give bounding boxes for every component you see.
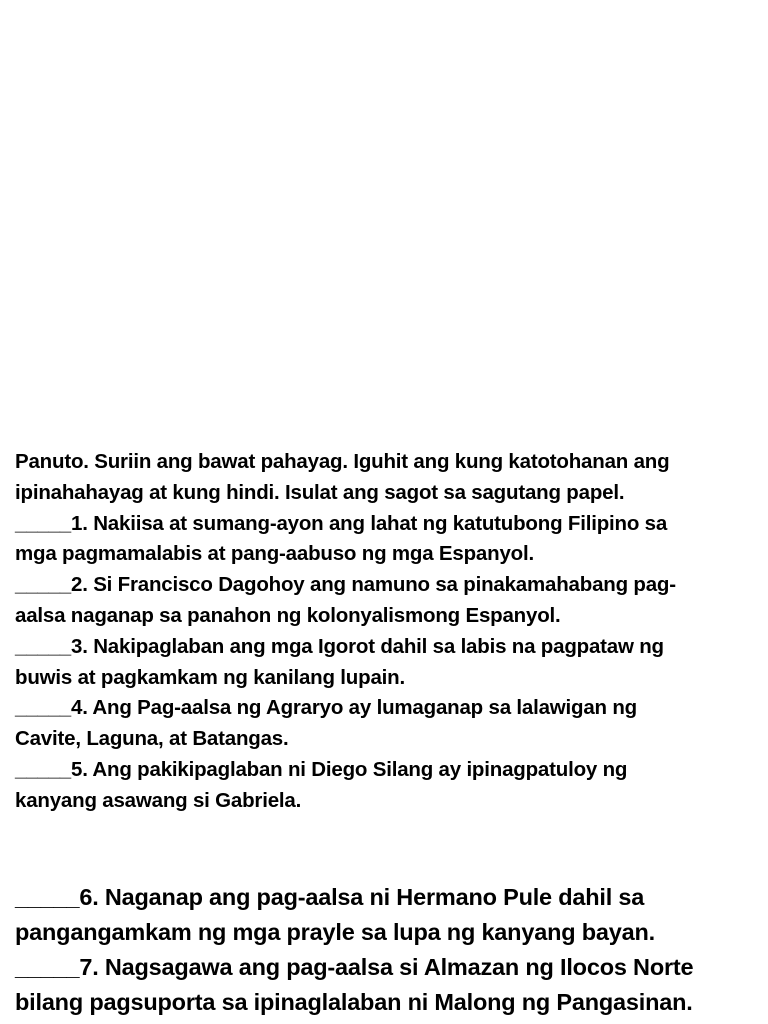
item-5-line-1: _____5. Ang pakikipaglaban ni Diego Silang ay ipinagpatuloy ng bbox=[15, 757, 628, 781]
item-4-line-1: _____4. Ang Pag-aalsa ng Agraryo ay lumaganap sa lalawigan ng bbox=[15, 696, 638, 720]
item-7-line-1: _____7. Nagsagawa ang pag-aalsa si Almazan ng Ilocos Norte bbox=[15, 954, 694, 980]
item-7-line-2: bilang pagsuporta sa ipinaglalaban ni Malong ng Pangasinan. bbox=[15, 989, 693, 1015]
instructions-line-1: Panuto. Suriin ang bawat pahayag. Iguhit ang kung katotohanan ang bbox=[15, 450, 670, 473]
item-4-line-2: Cavite, Laguna, at Batangas. bbox=[15, 727, 289, 751]
item-3-line-2: buwis at pagkamkam ng kanilang lupain. bbox=[15, 665, 405, 689]
item-2-line-2: aalsa naganap sa panahon ng kolonyalismong Espanyol. bbox=[15, 603, 561, 627]
quiz-section-2 bbox=[15, 880, 765, 1020]
item-1-line-2: mga pagmamalabis at pang-aabuso ng mga Espanyol. bbox=[15, 542, 534, 566]
item-5-line-2: kanyang asawang si Gabriela. bbox=[15, 788, 302, 812]
item-6-line-2: pangangamkam ng mga prayle sa lupa ng kanyang bayan. bbox=[15, 919, 655, 945]
instructions-line-2: ipinahahayag at kung hindi. Isulat ang sagot sa sagutang papel. bbox=[15, 480, 625, 504]
item-1-line-1: _____1. Nakiisa at sumang-ayon ang lahat ng katutubong Filipino sa bbox=[15, 511, 668, 535]
item-2-line-1: _____2. Si Francisco Dagohoy ang namuno sa pinakamahabang pag- bbox=[15, 573, 676, 597]
item-3-line-1: _____3. Nakipaglaban ang mga Igorot dahil sa labis na pagpataw ng bbox=[15, 634, 664, 658]
quiz-section-1 bbox=[15, 447, 760, 817]
item-6-line-1: _____6. Naganap ang pag-aalsa ni Hermano Pule dahil sa bbox=[15, 884, 645, 910]
